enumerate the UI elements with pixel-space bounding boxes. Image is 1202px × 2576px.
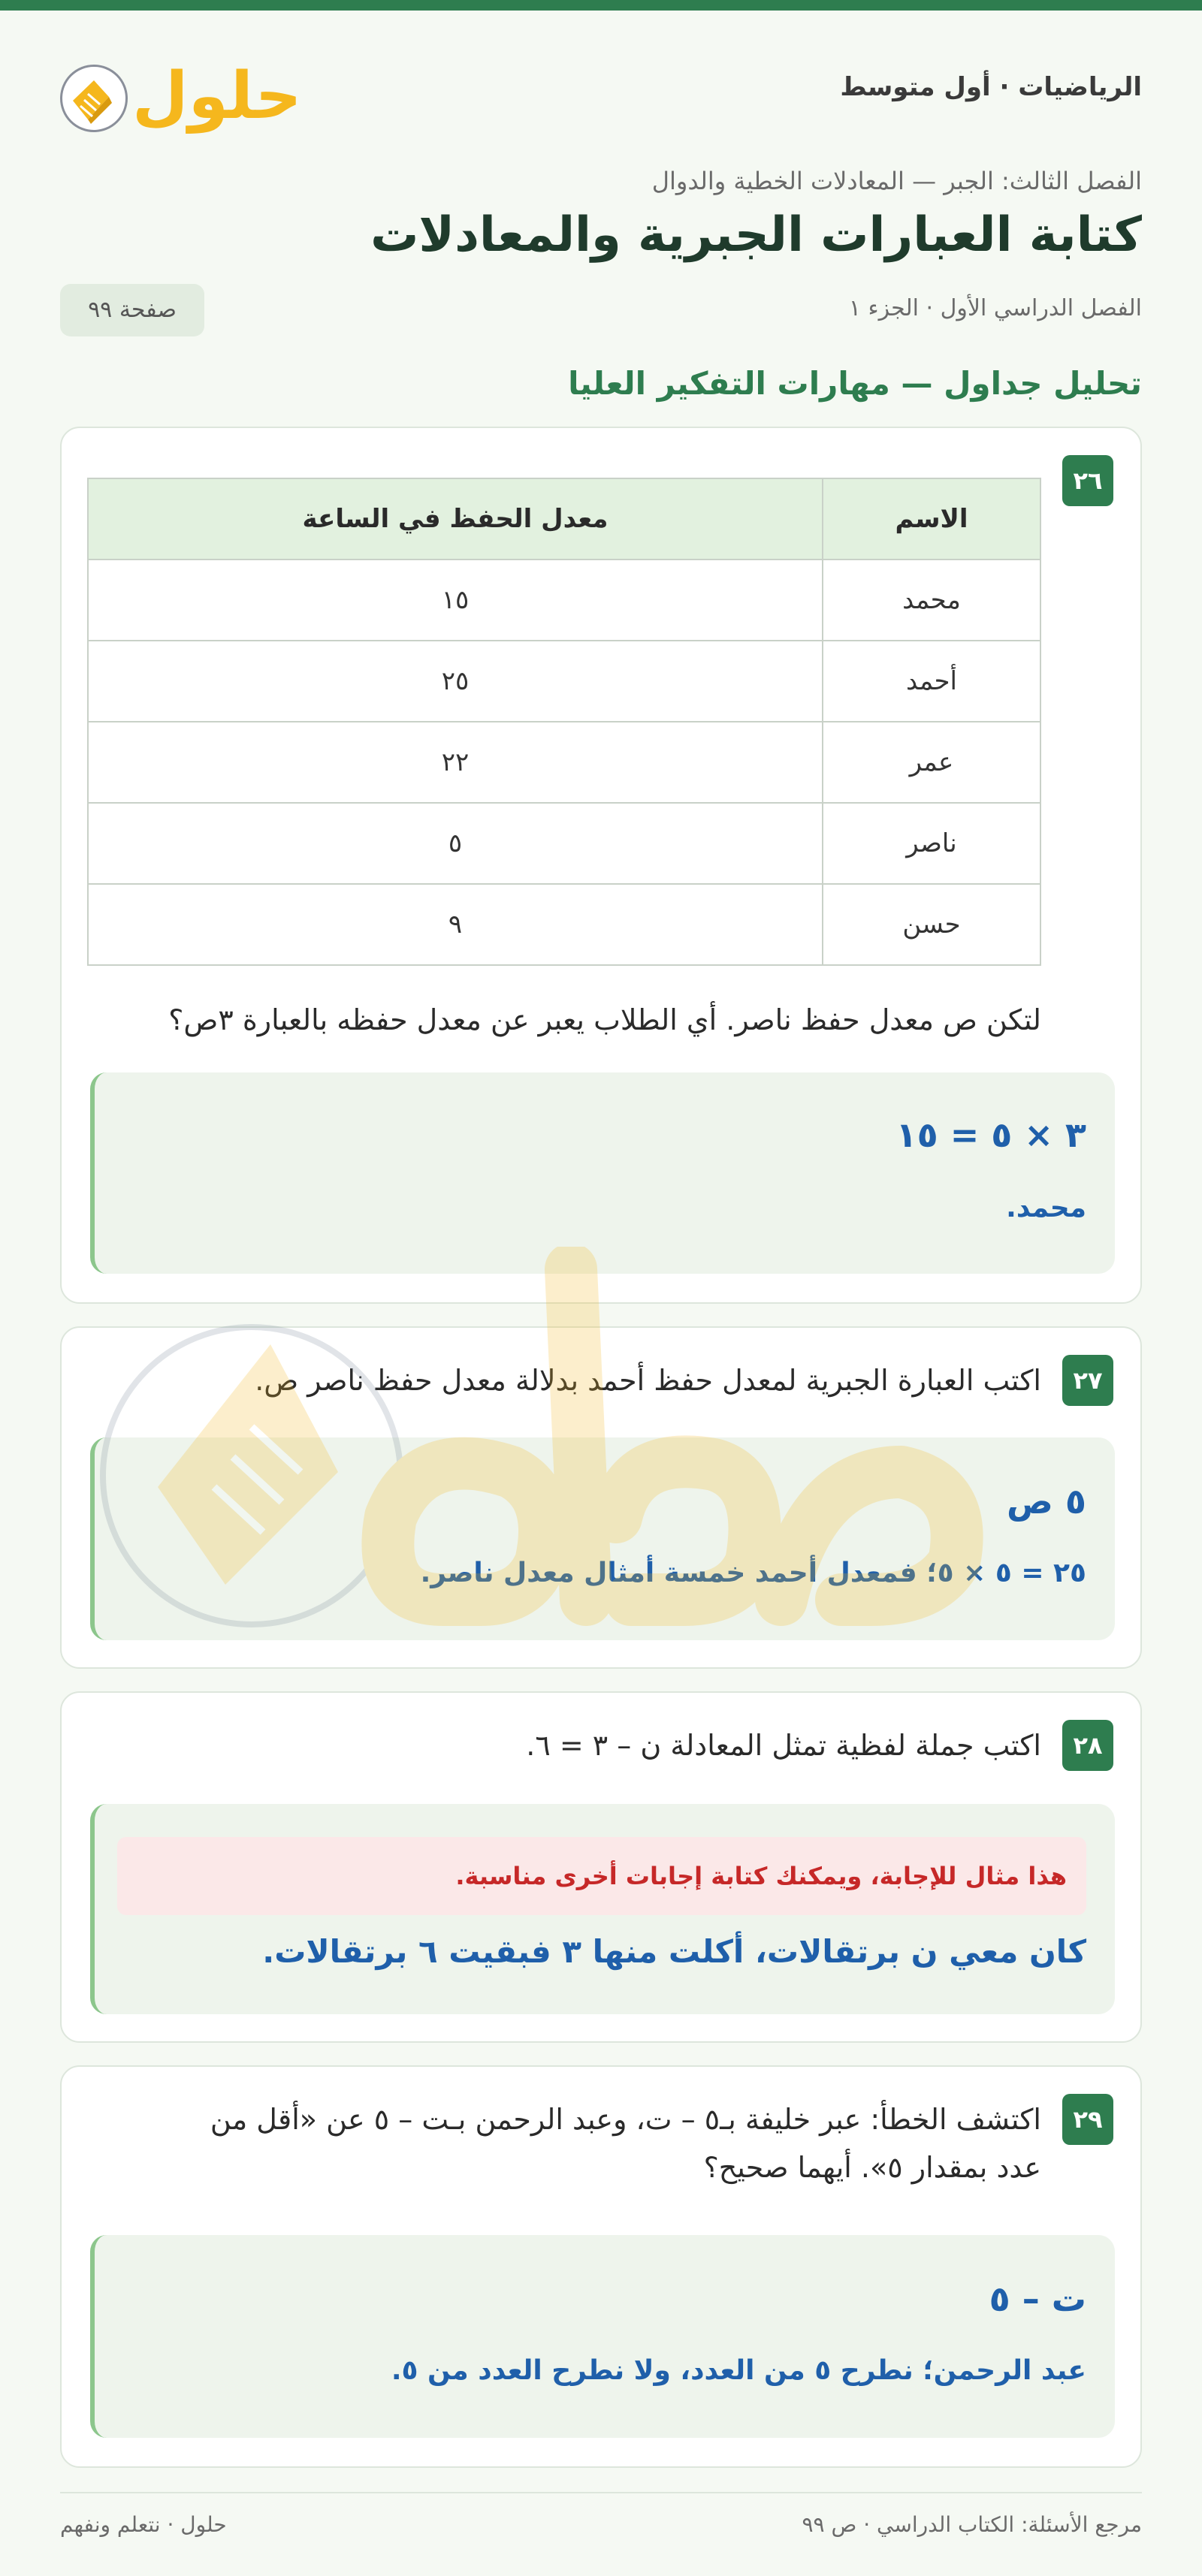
page-number-badge: صفحة ٩٩: [60, 284, 204, 336]
answer-box: [90, 1437, 1115, 1640]
question-text: اكتب العبارة الجبرية لمعدل حفظ أحمد بدلالة معدل حفظ ناصر ص.: [255, 1364, 1041, 1397]
question-text: لتكن ص معدل حفظ ناصر. أي الطلاب يعبر عن معدل حفظه بالعبارة ٣ص؟: [168, 1003, 1041, 1036]
page-title: كتابة العبارات الجبرية والمعادلات: [370, 207, 1142, 263]
table-header-row: [88, 478, 1040, 560]
answer-main: ٥ ص: [1007, 1481, 1086, 1522]
answer-explanation: عبد الرحمن؛ نطرح ٥ من العدد، ولا نطرح العدد من ٥.: [391, 2355, 1086, 2386]
semester-label: الفصل الدراسي الأول · الجزء ١: [848, 295, 1142, 321]
question-card-29: [60, 2065, 1142, 2468]
question-card-27: [60, 1326, 1142, 1669]
answer-box: [90, 1804, 1115, 2014]
table-cell: ٢٥: [88, 641, 823, 722]
hulul-logo[interactable]: [60, 53, 302, 143]
table-row: [88, 641, 1040, 722]
table-row: [88, 803, 1040, 884]
table-cell: أحمد: [823, 641, 1040, 722]
question-text: اكتب جملة لفظية تمثل المعادلة ن – ٣ = ٦.: [526, 1729, 1041, 1762]
question-text: اكتشف الخطأ: عبر خليفة بـ٥ – ت، وعبد الرحمن بـت – ٥ عن «أقل من: [210, 2103, 1041, 2136]
footer-divider: [60, 2492, 1142, 2493]
question-number: ٢٨: [1062, 1720, 1113, 1771]
table-row: [88, 560, 1040, 641]
book-icon: [60, 65, 128, 132]
table-cell: ٥: [88, 803, 823, 884]
column-header: معدل الحفظ في الساعة: [88, 478, 823, 560]
section-title: تحليل جداول — مهارات التفكير العليا: [568, 365, 1142, 402]
question-number: ٢٦: [1062, 455, 1113, 506]
table-cell: ٩: [88, 884, 823, 965]
question-text: عدد بمقدار ٥». أيهما صحيح؟: [703, 2151, 1041, 2184]
footer-reference: مرجع الأسئلة: الكتاب الدراسي · ص ٩٩: [802, 2512, 1142, 2537]
answer-main: ت – ٥: [989, 2279, 1086, 2319]
table-row: [88, 722, 1040, 803]
table-cell: ١٥: [88, 560, 823, 641]
top-accent-bar: [0, 0, 1202, 11]
page-header: [60, 53, 1142, 143]
chapter-label: الفصل الثالث: الجبر — المعادلات الخطية والدوال: [651, 167, 1142, 195]
table-cell: محمد: [823, 560, 1040, 641]
answer-main: كان معي ن برتقالات، أكلت منها ٣ فبقيت ٦ برتقالات.: [262, 1933, 1086, 1970]
question-number: ٢٧: [1062, 1355, 1113, 1406]
answer-explanation: محمد.: [1006, 1193, 1086, 1223]
table-cell: حسن: [823, 884, 1040, 965]
footer-brand: حلول · نتعلم ونفهم: [60, 2512, 227, 2537]
data-table: [87, 478, 1041, 966]
table-cell: ٢٢: [88, 722, 823, 803]
table-cell: عمر: [823, 722, 1040, 803]
subject-label: الرياضيات · أول متوسط: [840, 72, 1142, 102]
answer-box: [90, 2235, 1115, 2438]
table-row: [88, 884, 1040, 965]
question-card-26: [60, 427, 1142, 1304]
answer-main: ٣ × ٥ = ١٥: [895, 1115, 1086, 1155]
answer-box: [90, 1072, 1115, 1274]
example-note: هذا مثال للإجابة، ويمكنك كتابة إجابات أخرى مناسبة.: [117, 1837, 1086, 1915]
column-header: الاسم: [823, 478, 1040, 560]
answer-explanation: ٢٥ = ٥ × ٥؛ فمعدل أحمد خمسة أمثال معدل ناصر.: [420, 1558, 1086, 1588]
table-cell: ناصر: [823, 803, 1040, 884]
question-number: ٢٩: [1062, 2094, 1113, 2145]
question-card-28: [60, 1691, 1142, 2043]
logo-wordmark: حلول: [132, 59, 302, 134]
